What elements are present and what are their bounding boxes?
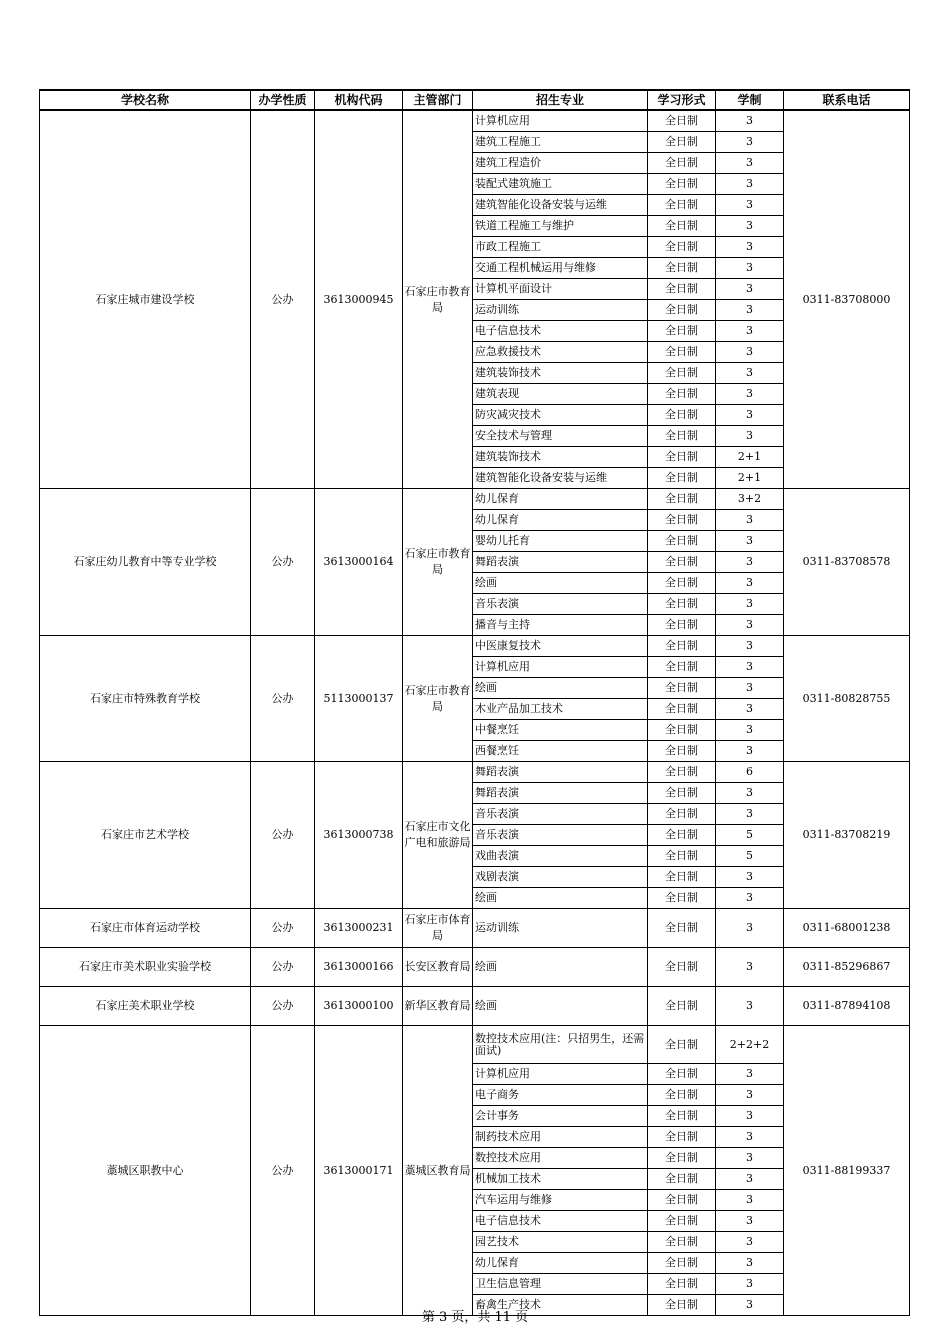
school-name: 石家庄城市建设学校 (40, 110, 251, 489)
study-years: 3 (716, 1253, 784, 1274)
enrollment-table (39, 89, 910, 1316)
table-row (40, 987, 910, 1026)
major-name: 会计事务 (473, 1106, 648, 1127)
major-name: 绘画 (473, 888, 648, 909)
header-code: 机构代码 (315, 90, 403, 110)
study-years: 3 (716, 678, 784, 699)
study-form: 全日制 (648, 447, 716, 468)
table-row (40, 110, 910, 132)
major-name: 市政工程施工 (473, 237, 648, 258)
study-years: 3 (716, 321, 784, 342)
study-years: 3 (716, 657, 784, 678)
major-name: 建筑装饰技术 (473, 363, 648, 384)
study-form: 全日制 (648, 405, 716, 426)
study-form: 全日制 (648, 720, 716, 741)
study-years: 3 (716, 426, 784, 447)
major-name: 电子信息技术 (473, 321, 648, 342)
study-form: 全日制 (648, 948, 716, 987)
school-code: 3613000171 (315, 1026, 403, 1316)
major-name: 西餐烹饪 (473, 741, 648, 762)
study-form: 全日制 (648, 174, 716, 195)
study-form: 全日制 (648, 909, 716, 948)
school-code: 5113000137 (315, 636, 403, 762)
study-years: 3 (716, 1085, 784, 1106)
study-form: 全日制 (648, 1106, 716, 1127)
major-name: 绘画 (473, 573, 648, 594)
study-years: 3 (716, 279, 784, 300)
study-form: 全日制 (648, 573, 716, 594)
school-dept: 新华区教育局 (403, 987, 473, 1026)
major-name: 机械加工技术 (473, 1169, 648, 1190)
study-years: 3 (716, 888, 784, 909)
major-name: 幼儿保育 (473, 489, 648, 510)
study-form: 全日制 (648, 279, 716, 300)
table-row (40, 909, 910, 948)
study-years: 3 (716, 510, 784, 531)
school-dept: 石家庄市体育局 (403, 909, 473, 948)
study-form: 全日制 (648, 1026, 716, 1064)
study-form: 全日制 (648, 384, 716, 405)
study-years: 3 (716, 804, 784, 825)
school-name: 石家庄市艺术学校 (40, 762, 251, 909)
school-code: 3613000945 (315, 110, 403, 489)
study-form: 全日制 (648, 678, 716, 699)
study-form: 全日制 (648, 1127, 716, 1148)
major-name: 建筑工程造价 (473, 153, 648, 174)
study-form: 全日制 (648, 426, 716, 447)
study-years: 3 (716, 216, 784, 237)
study-form: 全日制 (648, 783, 716, 804)
major-name: 中医康复技术 (473, 636, 648, 657)
school-phone: 0311-85296867 (784, 948, 910, 987)
school-nature: 公办 (251, 909, 315, 948)
school-nature: 公办 (251, 762, 315, 909)
major-name: 戏剧表演 (473, 867, 648, 888)
study-years: 3 (716, 1106, 784, 1127)
study-form: 全日制 (648, 1295, 716, 1316)
study-years: 3 (716, 110, 784, 132)
table-body (40, 110, 910, 1316)
study-years: 2+2+2 (716, 1026, 784, 1064)
study-years: 3 (716, 195, 784, 216)
header-dept: 主管部门 (403, 90, 473, 110)
study-years: 3 (716, 1169, 784, 1190)
school-phone: 0311-88199337 (784, 1026, 910, 1316)
major-name: 建筑工程施工 (473, 132, 648, 153)
major-name: 木业产品加工技术 (473, 699, 648, 720)
major-name: 绘画 (473, 987, 648, 1026)
header-years: 学制 (716, 90, 784, 110)
major-name: 中餐烹饪 (473, 720, 648, 741)
major-name: 建筑智能化设备安装与运维 (473, 468, 648, 489)
study-form: 全日制 (648, 1148, 716, 1169)
study-form: 全日制 (648, 531, 716, 552)
study-years: 3 (716, 699, 784, 720)
study-years: 3 (716, 1190, 784, 1211)
major-name: 音乐表演 (473, 594, 648, 615)
major-name: 装配式建筑施工 (473, 174, 648, 195)
page-footer: 第 3 页，共 11 页 (421, 1310, 529, 1325)
study-years: 3 (716, 258, 784, 279)
study-form: 全日制 (648, 216, 716, 237)
study-form: 全日制 (648, 657, 716, 678)
study-years: 3 (716, 300, 784, 321)
school-name: 石家庄市特殊教育学校 (40, 636, 251, 762)
school-name: 石家庄幼儿教育中等专业学校 (40, 489, 251, 636)
study-years: 3 (716, 1274, 784, 1295)
major-name: 播音与主持 (473, 615, 648, 636)
table-row (40, 636, 910, 657)
study-years: 6 (716, 762, 784, 783)
major-name: 电子商务 (473, 1085, 648, 1106)
major-name: 舞蹈表演 (473, 552, 648, 573)
school-name: 藁城区职教中心 (40, 1026, 251, 1316)
major-name: 舞蹈表演 (473, 762, 648, 783)
study-form: 全日制 (648, 132, 716, 153)
study-form: 全日制 (648, 699, 716, 720)
study-form: 全日制 (648, 825, 716, 846)
study-form: 全日制 (648, 1190, 716, 1211)
study-form: 全日制 (648, 258, 716, 279)
school-nature: 公办 (251, 987, 315, 1026)
major-name: 幼儿保育 (473, 510, 648, 531)
study-years: 3 (716, 594, 784, 615)
major-name: 婴幼儿托育 (473, 531, 648, 552)
study-years: 3 (716, 531, 784, 552)
study-form: 全日制 (648, 1085, 716, 1106)
major-name: 音乐表演 (473, 804, 648, 825)
study-form: 全日制 (648, 1064, 716, 1085)
study-years: 3 (716, 1148, 784, 1169)
major-name: 建筑智能化设备安装与运维 (473, 195, 648, 216)
school-phone: 0311-83708219 (784, 762, 910, 909)
school-nature: 公办 (251, 948, 315, 987)
study-years: 3 (716, 363, 784, 384)
study-form: 全日制 (648, 153, 716, 174)
school-name: 石家庄市体育运动学校 (40, 909, 251, 948)
study-form: 全日制 (648, 762, 716, 783)
major-name: 计算机应用 (473, 1064, 648, 1085)
study-years: 3 (716, 153, 784, 174)
school-phone: 0311-80828755 (784, 636, 910, 762)
major-name: 园艺技术 (473, 1232, 648, 1253)
study-form: 全日制 (648, 552, 716, 573)
study-years: 3+2 (716, 489, 784, 510)
study-years: 5 (716, 846, 784, 867)
study-form: 全日制 (648, 321, 716, 342)
major-name: 计算机应用 (473, 657, 648, 678)
major-name: 防灾减灾技术 (473, 405, 648, 426)
study-years: 3 (716, 1127, 784, 1148)
school-phone: 0311-87894108 (784, 987, 910, 1026)
study-form: 全日制 (648, 237, 716, 258)
study-years: 3 (716, 132, 784, 153)
major-name: 运动训练 (473, 909, 648, 948)
study-years: 3 (716, 636, 784, 657)
major-name: 畜禽生产技术 (473, 1295, 648, 1316)
major-name: 绘画 (473, 678, 648, 699)
study-form: 全日制 (648, 594, 716, 615)
major-name: 安全技术与管理 (473, 426, 648, 447)
school-dept: 藁城区教育局 (403, 1026, 473, 1316)
school-nature: 公办 (251, 110, 315, 489)
study-years: 3 (716, 783, 784, 804)
school-nature: 公办 (251, 489, 315, 636)
header-phone: 联系电话 (784, 90, 910, 110)
header-nature: 办学性质 (251, 90, 315, 110)
table-row (40, 1026, 910, 1064)
study-form: 全日制 (648, 1274, 716, 1295)
major-name: 数控技术应用 (473, 1148, 648, 1169)
study-years: 3 (716, 573, 784, 594)
study-form: 全日制 (648, 1211, 716, 1232)
major-name: 建筑表现 (473, 384, 648, 405)
major-name: 计算机应用 (473, 110, 648, 132)
study-form: 全日制 (648, 300, 716, 321)
school-name: 石家庄美术职业学校 (40, 987, 251, 1026)
header-study-form: 学习形式 (648, 90, 716, 110)
study-form: 全日制 (648, 867, 716, 888)
school-dept: 石家庄市教育局 (403, 636, 473, 762)
study-form: 全日制 (648, 342, 716, 363)
study-years: 3 (716, 1232, 784, 1253)
study-form: 全日制 (648, 804, 716, 825)
major-name: 绘画 (473, 948, 648, 987)
major-name: 戏曲表演 (473, 846, 648, 867)
table-row (40, 948, 910, 987)
study-form: 全日制 (648, 468, 716, 489)
school-code: 3613000164 (315, 489, 403, 636)
major-name: 卫生信息管理 (473, 1274, 648, 1295)
study-years: 3 (716, 552, 784, 573)
major-name: 幼儿保育 (473, 1253, 648, 1274)
school-nature: 公办 (251, 1026, 315, 1316)
school-code: 3613000166 (315, 948, 403, 987)
study-form: 全日制 (648, 1232, 716, 1253)
study-years: 2+1 (716, 468, 784, 489)
study-years: 3 (716, 237, 784, 258)
study-years: 3 (716, 867, 784, 888)
study-form: 全日制 (648, 1169, 716, 1190)
school-dept: 石家庄市文化广电和旅游局 (403, 762, 473, 909)
school-code: 3613000231 (315, 909, 403, 948)
header-major: 招生专业 (473, 90, 648, 110)
major-name: 交通工程机械运用与维修 (473, 258, 648, 279)
school-dept: 石家庄市教育局 (403, 489, 473, 636)
header-row (40, 90, 910, 110)
school-dept: 长安区教育局 (403, 948, 473, 987)
study-form: 全日制 (648, 636, 716, 657)
study-years: 3 (716, 174, 784, 195)
study-years: 3 (716, 720, 784, 741)
table-row (40, 489, 910, 510)
school-name: 石家庄市美术职业实验学校 (40, 948, 251, 987)
school-phone: 0311-83708578 (784, 489, 910, 636)
table-row (40, 762, 910, 783)
school-code: 3613000738 (315, 762, 403, 909)
study-form: 全日制 (648, 741, 716, 762)
major-name: 铁道工程施工与维护 (473, 216, 648, 237)
major-name: 数控技术应用(注：只招男生，还需面试) (473, 1026, 648, 1064)
header-school-name: 学校名称 (40, 90, 251, 110)
study-years: 5 (716, 825, 784, 846)
major-name: 建筑装饰技术 (473, 447, 648, 468)
major-name: 音乐表演 (473, 825, 648, 846)
study-years: 3 (716, 987, 784, 1026)
study-form: 全日制 (648, 363, 716, 384)
study-form: 全日制 (648, 489, 716, 510)
study-years: 3 (716, 741, 784, 762)
study-form: 全日制 (648, 888, 716, 909)
major-name: 应急救援技术 (473, 342, 648, 363)
study-years: 3 (716, 909, 784, 948)
study-years: 3 (716, 405, 784, 426)
study-form: 全日制 (648, 615, 716, 636)
study-form: 全日制 (648, 1253, 716, 1274)
school-phone: 0311-68001238 (784, 909, 910, 948)
school-phone: 0311-83708000 (784, 110, 910, 489)
study-form: 全日制 (648, 510, 716, 531)
study-form: 全日制 (648, 987, 716, 1026)
major-name: 制药技术应用 (473, 1127, 648, 1148)
school-dept: 石家庄市教育局 (403, 110, 473, 489)
study-years: 3 (716, 1211, 784, 1232)
study-years: 3 (716, 342, 784, 363)
study-years: 3 (716, 1064, 784, 1085)
school-code: 3613000100 (315, 987, 403, 1026)
study-years: 3 (716, 384, 784, 405)
major-name: 汽车运用与维修 (473, 1190, 648, 1211)
study-years: 3 (716, 615, 784, 636)
study-years: 2+1 (716, 447, 784, 468)
major-name: 运动训练 (473, 300, 648, 321)
study-years: 3 (716, 1295, 784, 1316)
study-form: 全日制 (648, 195, 716, 216)
major-name: 计算机平面设计 (473, 279, 648, 300)
major-name: 舞蹈表演 (473, 783, 648, 804)
study-years: 3 (716, 948, 784, 987)
study-form: 全日制 (648, 110, 716, 132)
school-nature: 公办 (251, 636, 315, 762)
study-form: 全日制 (648, 846, 716, 867)
major-name: 电子信息技术 (473, 1211, 648, 1232)
